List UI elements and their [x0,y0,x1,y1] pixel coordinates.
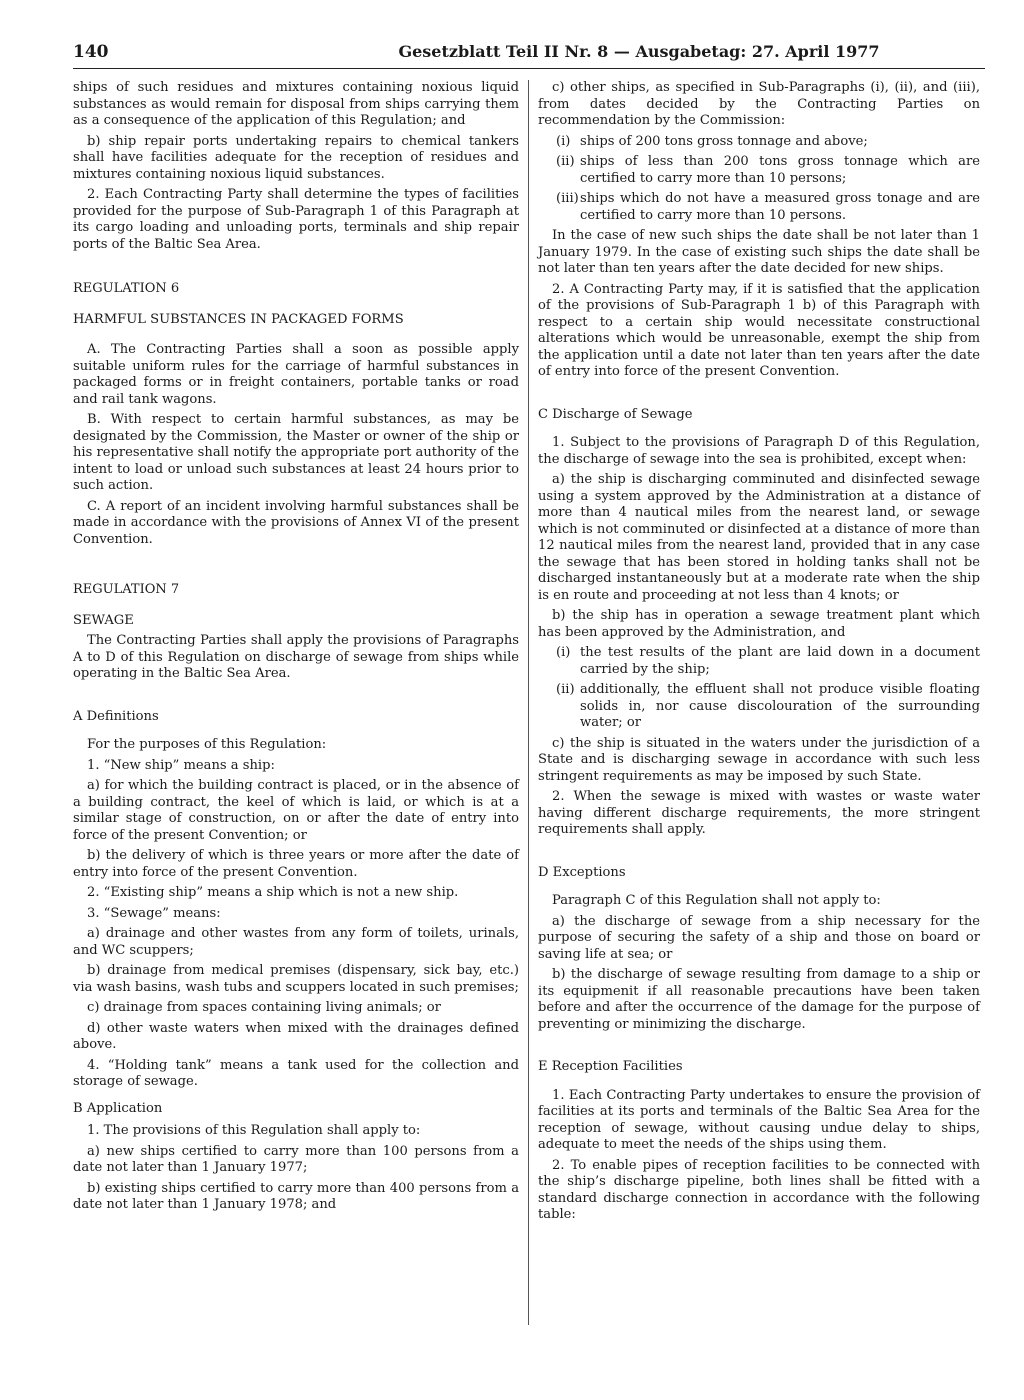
page-number: 140 [73,42,109,62]
paragraph: 1. “New ship” means a ship: [87,757,275,773]
paragraph: b) drainage from medical premises (dispensary, sick bay, etc.) via wash basins, wash tubs and scuppers located in such premises; [73,963,519,995]
page-header [73,42,985,69]
paragraph: 3. “Sewage” means: [87,905,221,921]
left-column [73,80,519,1370]
paragraph: 1. Subject to the provisions of Paragraph D of this Regulation, the discharge of sewage into the sea is prohibited, except when: [538,435,980,467]
item-text: ships which do not have a measured gross tonage and are certified to carry more than 10 persons. [580,191,980,223]
item-text: the test results of the plant are laid down in a document carried by the ship; [580,645,980,677]
section-e-heading: E Reception Facilities [538,1059,683,1074]
paragraph: A. The Contracting Parties shall a soon as possible apply suitable uniform rules for the carriage of harmful substances in packaged forms or in freight containers, portable tanks or road and rail tank wagons. [73,342,519,407]
regulation-7-heading: REGULATION 7 [73,582,180,597]
paragraph: d) other waste waters when mixed with the drainages defined above. [73,1020,519,1052]
section-b-heading: B Application [73,1100,163,1116]
paragraph: B. With respect to certain harmful substances, as may be designated by the Commission, the Master or owner of the ship or his representative shall notify the appropriate port authority of the intent to load or unload such substances at least 24 hours prior to such action. [73,412,519,493]
item-number: (i) [556,133,571,149]
list-item [538,191,980,224]
regulation-6-title: HARMFUL SUBSTANCES IN PACKAGED FORMS [73,311,404,327]
paragraph: 1. Each Contracting Party undertakes to ensure the provision of facilities at its ports and terminals of the Baltic Sea Area for the reception of sewage, without causing undue delay to ships, adequate to meet the needs of the ships using them. [538,1087,980,1152]
paragraph: b) the ship has in operation a sewage treatment plant which has been approved by the Administration, and [538,608,980,640]
paragraph: 2. To enable pipes of reception facilities to be connected with the ship’s discharge pipeline, both lines shall be fitted with a standard discharge connection in accordance with the following table: [538,1157,980,1222]
item-number: (ii) [556,682,575,697]
paragraph: 2. Each Contracting Party shall determine the types of facilities provided for the purpose of Sub-Paragraph 1 of this Paragraph at its cargo loading and unloading ports, terminals and ship repair ports of the Baltic Sea Area. [73,187,519,252]
section-c-heading: C Discharge of Sewage [538,406,693,422]
list-item [538,682,980,732]
list-item [538,645,980,678]
right-column [538,80,980,1370]
paragraph: C. A report of an incident involving harmful substances shall be made in accordance with the provisions of Annex VI of the present Convention. [73,498,519,547]
paragraph: Paragraph C of this Regulation shall not apply to: [552,893,881,908]
paragraph: 2. “Existing ship” means a ship which is not a new ship. [87,885,459,900]
paragraph: 1. The provisions of this Regulation shall apply to: [87,1123,421,1138]
paragraph: b) ship repair ports undertaking repairs to chemical tankers shall have facilities adequate for the reception of residues and mixtures containing noxious liquid substances. [73,133,519,182]
item-text: additionally, the effluent shall not produce visible floating solids in, nor cause discolouration of the surrounding water; or [580,682,980,730]
regulation-6-heading: REGULATION 6 [73,281,180,296]
paragraph: The Contracting Parties shall apply the provisions of Paragraphs A to D of this Regulation on discharge of sewage from ships while operating in the Baltic Sea Area. [73,633,519,681]
paragraph: a) the discharge of sewage from a ship necessary for the purpose of securing the safety of a ship and those on board or saving life at sea; or [538,913,980,962]
paragraph: For the purposes of this Regulation: [87,737,327,752]
paragraph: c) other ships, as specified in Sub-Paragraphs (i), (ii), and (iii), from dates decided by the Contracting Parties on recommendation by the Commission: [538,80,980,128]
paragraph: 4. “Holding tank” means a tank used for the collection and storage of sewage. [73,1057,519,1089]
paragraph: b) existing ships certified to carry more than 400 persons from a date not later than 1 January 1978; and [73,1180,519,1212]
section-d-heading: D Exceptions [538,864,626,880]
section-a-heading: A Definitions [73,708,159,724]
list-item [538,154,980,187]
paragraph: ships of such residues and mixtures containing noxious liquid substances as would remain for disposal from ships carrying them as a consequence of the application of this Regulation; and [73,80,519,128]
paragraph: a) new ships certified to carry more than 100 persons from a date not later than 1 January 1977; [73,1143,519,1175]
paragraph: b) the discharge of sewage resulting from damage to a ship or its equipmenit if all reasonable precautions have been taken before and after the occurrence of the damage for the purpose of preventing or minimizing the discharge. [538,967,980,1032]
paragraph: b) the delivery of which is three years or more after the date of entry into force of the present Convention. [73,848,519,880]
item-text: ships of less than 200 tons gross tonnage which are certified to carry more than 10 persons; [580,154,980,186]
item-number: (ii) [556,154,575,169]
regulation-7-title: SEWAGE [73,612,134,628]
paragraph: In the case of new such ships the date shall be not later than 1 January 1979. In the case of existing such ships the date shall be not later than ten years after the date decided for new ships. [538,228,980,276]
column-divider [528,80,529,1325]
paragraph: c) the ship is situated in the waters under the jurisdiction of a State and is discharging sewage in accordance with such less stringent requirements as may be imposed by such State. [538,735,980,784]
paragraph: 2. A Contracting Party may, if it is satisfied that the application of the provisions of Sub-Paragraph 1 b) of this Paragraph with respect to a certain ship would necessitate constructional alterations which would be unreasonable, exempt the ship from the application until a date not later than ten years after the date of entry into force of the present Convention. [538,281,980,379]
paragraph: 2. When the sewage is mixed with wastes or waste water having different discharge requirements, the more stringent requirements shall apply. [538,789,980,837]
item-number: (i) [556,645,571,660]
paragraph: a) drainage and other wastes from any form of toilets, urinals, and WC scuppers; [73,926,519,958]
item-text: ships of 200 tons gross tonnage and above; [580,133,868,149]
running-title: Gesetzblatt Teil II Nr. 8 — Ausgabetag: 27. April 1977 [398,42,880,61]
paragraph: c) drainage from spaces containing living animals; or [87,1000,441,1015]
item-number: (iii) [556,191,579,206]
paragraph: a) for which the building contract is placed, or in the absence of a building contract, the keel of which is laid, or which is at a similar stage of construction, on or after the date of entry into force of the present Convention; or [73,778,519,843]
paragraph: a) the ship is discharging comminuted and disinfected sewage using a system approved by the Administration at a distance of more than 4 nautical miles from the nearest land, or sewage which is not comminuted or disinfected at a distance of more than 12 nautical miles from the nearest land, provided that in any case the sewage that has been stored in holding tanks shall not be discharged instantaneously but at a moderate rate when the ship is en route and proceeding at not less than 4 knots; or [538,472,980,603]
list-item [538,134,980,151]
